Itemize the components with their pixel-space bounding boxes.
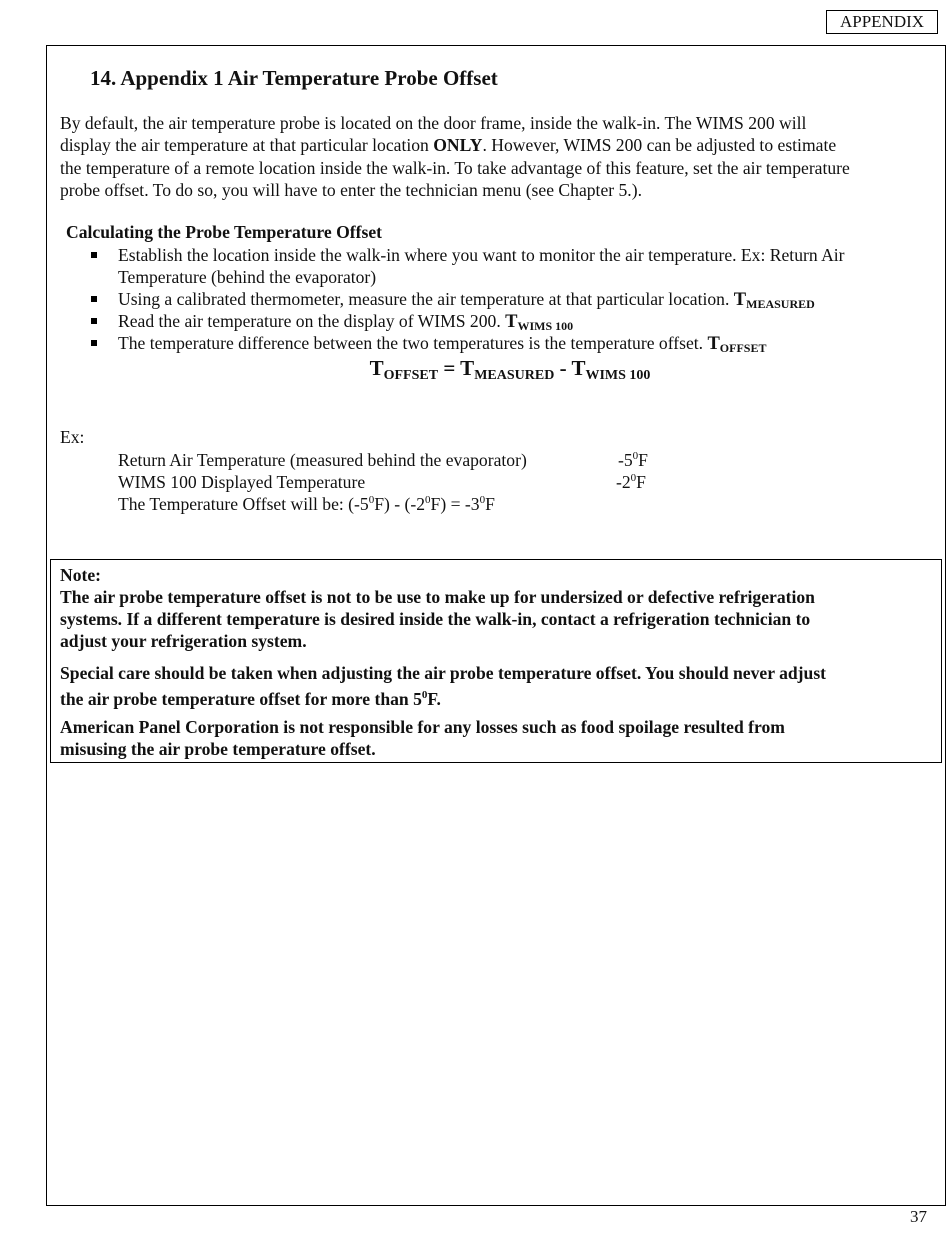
t-letter: T bbox=[733, 290, 747, 310]
note-text: the air probe temperature offset for more than 5 bbox=[60, 689, 422, 709]
bullet-marker bbox=[91, 252, 97, 258]
degree-superscript: 0 bbox=[479, 494, 486, 506]
wims-subscript: WIMS 100 bbox=[585, 368, 651, 383]
note-p1-line-1: The air probe temperature offset is not to be use to make up for undersized or defective refrigeration bbox=[60, 587, 815, 607]
intro-line-2 bbox=[60, 134, 940, 156]
note-p2-line-2 bbox=[60, 684, 441, 710]
t-letter: T bbox=[571, 356, 586, 380]
page-title: 14. Appendix 1 Air Temperature Probe Offset bbox=[90, 66, 498, 90]
minus-sign: - bbox=[554, 356, 572, 380]
t-offset-symbol bbox=[707, 334, 766, 354]
bullet-marker bbox=[91, 296, 97, 302]
example-row-1-value bbox=[618, 450, 648, 471]
bullet-1-line-1: Establish the location inside the walk-in where you want to monitor the air temperature. Ex: Return Air bbox=[118, 245, 845, 265]
offset-calc-text: F) - (-2 bbox=[374, 494, 426, 514]
measured-subscript: MEASURED bbox=[474, 368, 555, 383]
measured-subscript: MEASURED bbox=[746, 297, 815, 311]
unit: F bbox=[485, 494, 495, 514]
degree-superscript: 0 bbox=[630, 472, 637, 484]
note-p3-line-2: misusing the air probe temperature offset. bbox=[60, 739, 376, 759]
note-text: F. bbox=[427, 689, 441, 709]
intro-line-1: By default, the air temperature probe is located on the door frame, inside the walk-in. The WIMS 200 will bbox=[60, 113, 807, 133]
note-p3-line-1: American Panel Corporation is not responsible for any losses such as food spoilage resulted from bbox=[60, 717, 785, 737]
offset-calc-text: F) = -3 bbox=[430, 494, 480, 514]
intro-text: . However, WIMS 200 can be adjusted to estimate bbox=[482, 135, 837, 156]
example-row-1-label: Return Air Temperature (measured behind the evaporator) bbox=[118, 450, 527, 470]
unit: F bbox=[638, 450, 648, 470]
t-letter: T bbox=[707, 334, 720, 354]
appendix-tag: APPENDIX bbox=[826, 10, 938, 34]
t-wims-symbol bbox=[505, 312, 573, 332]
example-row-3 bbox=[118, 494, 495, 515]
note-heading: Note: bbox=[60, 565, 102, 585]
t-letter: T bbox=[369, 356, 384, 380]
bullet-4-text: The temperature difference between the two temperatures is the temperature offset. bbox=[118, 333, 708, 353]
intro-line-4: probe offset. To do so, you will have to enter the technician menu (see Chapter 5.). bbox=[60, 180, 642, 201]
value-number: -2 bbox=[616, 472, 631, 492]
page-number: 37 bbox=[910, 1207, 927, 1226]
degree-superscript: 0 bbox=[632, 450, 639, 462]
example-row-2-value bbox=[616, 472, 646, 493]
note-p2-line-1: Special care should be taken when adjusting the air probe temperature offset. You should never adjust bbox=[60, 663, 827, 683]
equals-sign: = bbox=[438, 356, 461, 380]
offset-subscript: OFFSET bbox=[383, 368, 439, 383]
bullet-2-text: Using a calibrated thermometer, measure the air temperature at that particular location. bbox=[118, 289, 734, 309]
example-row-2-label: WIMS 100 Displayed Temperature bbox=[118, 472, 366, 492]
offset-subscript: OFFSET bbox=[719, 341, 767, 355]
intro-line-3: the temperature of a remote location inside the walk-in. To take advantage of this feature, set the air temperature bbox=[60, 157, 850, 178]
unit: F bbox=[636, 472, 646, 492]
intro-text: display the air temperature at that particular location bbox=[60, 135, 434, 156]
degree-superscript: 0 bbox=[421, 689, 428, 701]
bullet-3-text: Read the air temperature on the display of WIMS 200. bbox=[118, 311, 506, 331]
note-p1-line-3: adjust your refrigeration system. bbox=[60, 631, 307, 651]
bullet-1-line-2: Temperature (behind the evaporator) bbox=[118, 267, 377, 287]
offset-formula bbox=[0, 356, 950, 384]
t-letter: T bbox=[505, 312, 518, 332]
intro-only-emphasis: ONLY bbox=[433, 135, 483, 156]
example-label: Ex: bbox=[60, 427, 85, 447]
degree-superscript: 0 bbox=[368, 494, 375, 506]
calc-heading: Calculating the Probe Temperature Offset bbox=[66, 222, 382, 242]
intro-paragraph bbox=[60, 112, 940, 202]
bullet-marker bbox=[91, 340, 97, 346]
value-number: -5 bbox=[618, 450, 633, 470]
note-p1-line-2: systems. If a different temperature is desired inside the walk-in, contact a refrigeration technician to bbox=[60, 609, 811, 629]
t-measured-symbol bbox=[734, 290, 815, 310]
wims-subscript: WIMS 100 bbox=[517, 319, 574, 333]
offset-calc-text: The Temperature Offset will be: (-5 bbox=[118, 494, 369, 514]
bullet-marker bbox=[91, 318, 97, 324]
t-letter: T bbox=[460, 356, 475, 380]
degree-superscript: 0 bbox=[425, 494, 431, 506]
